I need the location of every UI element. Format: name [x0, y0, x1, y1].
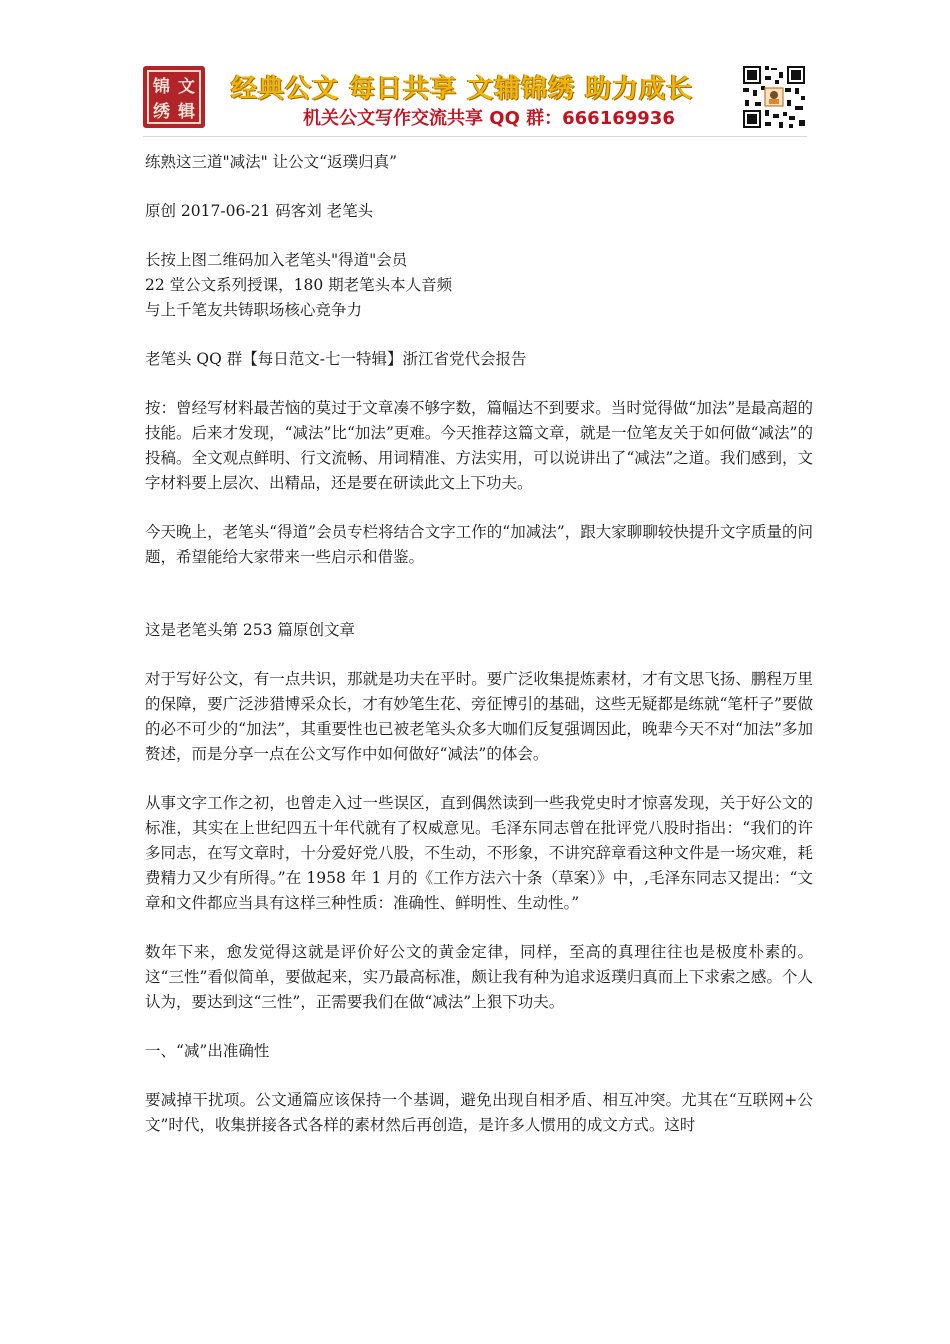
- seal-logo: [143, 66, 205, 128]
- article-title: 练熟这三道"减法" 让公文“返璞归真”: [145, 153, 398, 171]
- promo-line: 与上千笔友共铸职场核心竞争力: [145, 301, 363, 319]
- tonight-paragraph: 今天晚上，老笔头“得道”会员专栏将结合文字工作的“加减法”，跟大家聊聊较快提升文字质量的问题，希望能给大家带来一些启示和借鉴。: [145, 523, 813, 566]
- seal-char: 锦: [153, 77, 170, 97]
- section-heading: 一、“减”出准确性: [145, 1042, 270, 1060]
- promo-line: 22 堂公文系列授课，180 期老笔头本人音频: [145, 276, 453, 294]
- qr-code-icon: [741, 64, 807, 130]
- banner-slogan: 经典公文 每日共享 文辅锦绣 助力成长: [231, 74, 694, 104]
- seal-char: 辑: [178, 102, 195, 122]
- article-body: [145, 150, 813, 1162]
- section-paragraph: 要减掉干扰项。公文通篇应该保持一个基调，避免出现自相矛盾、相互冲突。尤其在“互联网+公文”时代，收集拼接各式各样的素材然后再创造，是许多人惯用的成文方式。这时: [145, 1091, 813, 1134]
- body-paragraph: 对于写好公文，有一点共识，那就是功夫在平时。要广泛收集提炼素材，才有文思飞扬、鹏程万里的保障，要广泛涉猎博采众长，才有妙笔生花、旁征博引的基础，这些无疑都是练就“笔杆子”要做的必不可少的“加法”，其重要性也已被老笔头众多大咖们反复强调因此，晚辈今天不对“加法”多加赘述，而是分享一点在公文写作中如何做好“减法”的体会。: [145, 670, 813, 763]
- article-meta: 原创 2017-06-21 码客刘 老笔头: [145, 202, 374, 220]
- seal-char: 绣: [153, 102, 170, 122]
- header-divider: [143, 136, 807, 137]
- banner-qq-line: 机关公文写作交流共享 QQ 群：666169936: [303, 108, 675, 129]
- seal-char: 文: [178, 77, 195, 97]
- header-banner: [143, 60, 807, 134]
- original-count-line: 这是老笔头第 253 篇原创文章: [145, 621, 355, 639]
- qq-group-line: 老笔头 QQ 群【每日范文-七一特辑】浙江省党代会报告: [145, 350, 527, 368]
- promo-line: 长按上图二维码加入老笔头"得道"会员: [145, 251, 408, 269]
- editor-note: 按：曾经写材料最苦恼的莫过于文章凑不够字数，篇幅达不到要求。当时觉得做“加法”是最高超的技能。后来才发现，“减法”比“加法”更难。今天推荐这篇文章，就是一位笔友关于如何做“减法”的投稿。全文观点鲜明、行文流畅、用词精准、方法实用，可以说讲出了“减法”之道。我们感到，文字材料要上层次、出精品，还是要在研读此文上下功夫。: [145, 399, 813, 492]
- body-paragraph: 从事文字工作之初，也曾走入过一些误区，直到偶然读到一些我党史时才惊喜发现，关于好公文的标准，其实在上世纪四五十年代就有了权威意见。毛泽东同志曾在批评党八股时指出：“我们的许多同志，在写文章时，十分爱好党八股，不生动，不形象，不讲究辞章看这种文件是一场灾难，耗费精力又少有所得。”在 1958 年 1 月的《工作方法六十条（草案）》中，,毛泽东同志又提出：“文章和文件都应当具有这样三种性质：准确性、鲜明性、生动性。”: [145, 794, 813, 912]
- body-paragraph: 数年下来，愈发觉得这就是评价好公文的黄金定律，同样，至高的真理往往也是极度朴素的。这“三性”看似简单，要做起来，实乃最高标准，颇让我有种为追求返璞归真而上下求索之感。个人认为，要达到这“三性”，正需要我们在做“减法”上狠下功夫。: [145, 943, 813, 1011]
